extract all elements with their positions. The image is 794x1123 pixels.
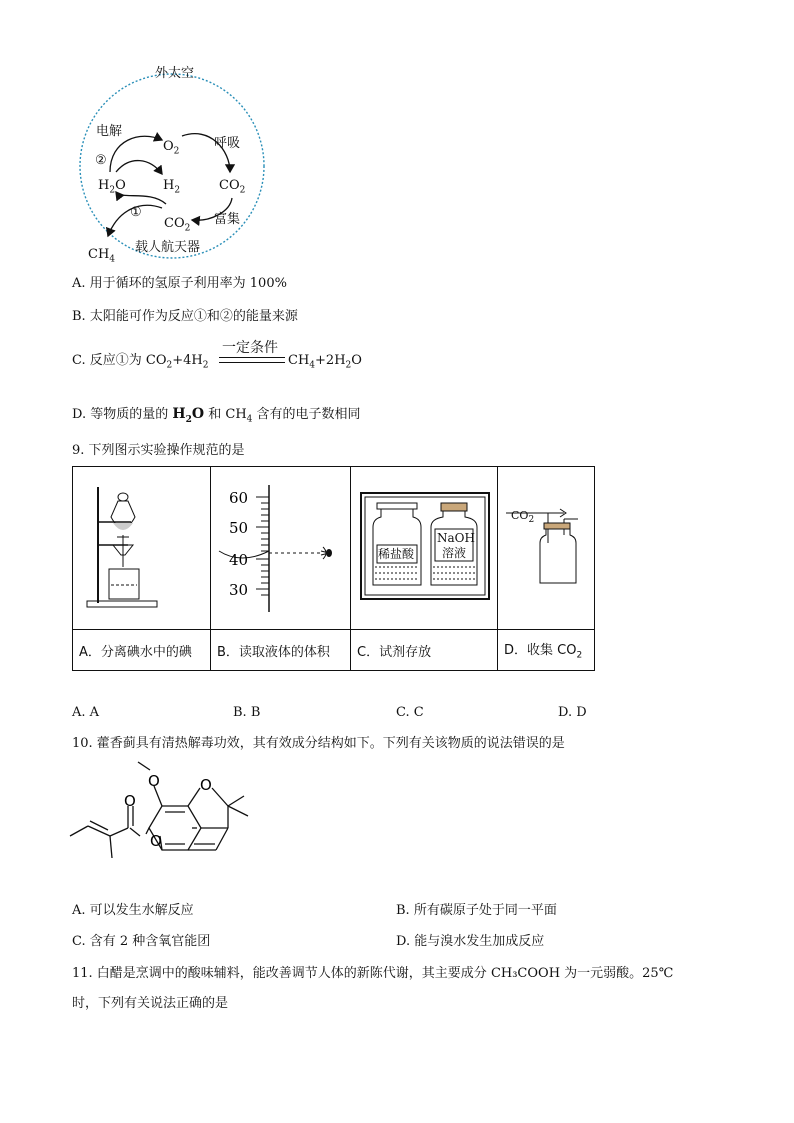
q10-option-b: B. 所有碳原子处于同一平面: [396, 903, 557, 918]
ch4-formula: $CH_4$: [88, 247, 116, 265]
q9-caption-d: D．收集 $CO_2$: [498, 630, 595, 671]
q8-option-d: D. 等物质的量的 $H_2O$ 和 $CH_4$ 含有的电子数相同: [72, 406, 361, 425]
graduated-cylinder-drawing: [211, 467, 350, 625]
q9-answer-a: A. A: [72, 705, 100, 720]
q8-option-c-condition: 一定条件: [222, 340, 278, 356]
q11-stem-line2: 时，下列有关说法正确的是: [72, 996, 229, 1011]
q9-image-b: [211, 467, 351, 630]
o2-formula: $O_2$: [163, 139, 180, 157]
enrich-label: 富集: [214, 212, 241, 227]
atom-o-carbonyl: O: [124, 792, 136, 810]
q8-option-a: A. 用于循环的氢原子利用率为 100%: [72, 276, 287, 291]
q11-stem-line1: 11. 白醋是烹调中的酸味辅料，能改善调节人体的新陈代谢，其主要成分 CH₃COOH 为一元弱酸。25℃: [72, 966, 674, 981]
electrolysis-label: 电解: [96, 124, 123, 139]
scale-60: 60: [229, 489, 249, 507]
q9-answer-b: B. B: [233, 705, 261, 720]
outer-space-label: 外太空: [155, 66, 195, 81]
q9-answer-c: C. C: [396, 705, 424, 720]
q10-option-a: A. 可以发生水解反应: [72, 903, 194, 918]
co2-bottom-formula: $CO_2$: [164, 216, 191, 234]
respiration-label: 呼吸: [214, 136, 241, 151]
reagent-bottles-drawing: [351, 467, 497, 625]
scale-30: 30: [229, 581, 249, 599]
q9-options-table: [72, 466, 595, 671]
separatory-funnel-drawing: [73, 467, 210, 625]
ageratochromene-structure: [68, 758, 298, 870]
q10-option-c: C. 含有 2 种含氧官能团: [72, 934, 211, 949]
q9-image-c: [351, 467, 498, 630]
h2-formula: $H_2$: [163, 178, 181, 196]
q8-option-b: B. 太阳能可作为反应①和②的能量来源: [72, 309, 298, 324]
q10-option-d: D. 能与溴水发生加成反应: [396, 934, 545, 949]
co2-inlet-label: $CO_2$: [511, 509, 535, 526]
arrow-to-h2: [116, 161, 162, 174]
q9-caption-b: B．读取液体的体积: [211, 630, 351, 671]
atom-o-ester: O: [150, 832, 162, 850]
atom-o-methoxy: O: [148, 772, 160, 790]
atom-o-ring: O: [200, 776, 212, 794]
co2-right-formula: $CO_2$: [219, 178, 246, 196]
bottle-label-hcl: 稀盐酸: [378, 547, 415, 561]
q9-image-d: [498, 467, 595, 630]
scale-40: 40: [229, 551, 249, 569]
q8-option-c-left: C. 反应①为 $CO_2+4H_2$: [72, 353, 209, 371]
q8-option-c-right: $CH_4+2H_2O$: [288, 353, 362, 371]
q10-stem: 10. 藿香蓟具有清热解毒功效，其有效成分结构如下。下列有关该物质的说法错误的是: [72, 736, 565, 751]
q9-answer-d: D. D: [558, 705, 587, 720]
gas-collection-drawing: [498, 467, 594, 625]
q8-equals-sign: [219, 357, 285, 363]
q9-image-a: [73, 467, 211, 630]
h2o-formula: $H_2O$: [98, 178, 126, 196]
circle-2-label: ②: [95, 153, 107, 168]
q9-stem: 9. 下列图示实验操作规范的是: [72, 443, 245, 458]
q9-caption-c: C．试剂存放: [351, 630, 498, 671]
circle-1-label: ①: [130, 205, 142, 220]
q9-caption-a: A．分离碘水中的碘: [73, 630, 211, 671]
bottle-label-solution: 溶液: [442, 546, 467, 560]
bottle-label-naoh: NaOH: [437, 531, 475, 545]
spacecraft-label: 载人航天器: [135, 240, 201, 255]
scale-50: 50: [229, 519, 249, 537]
